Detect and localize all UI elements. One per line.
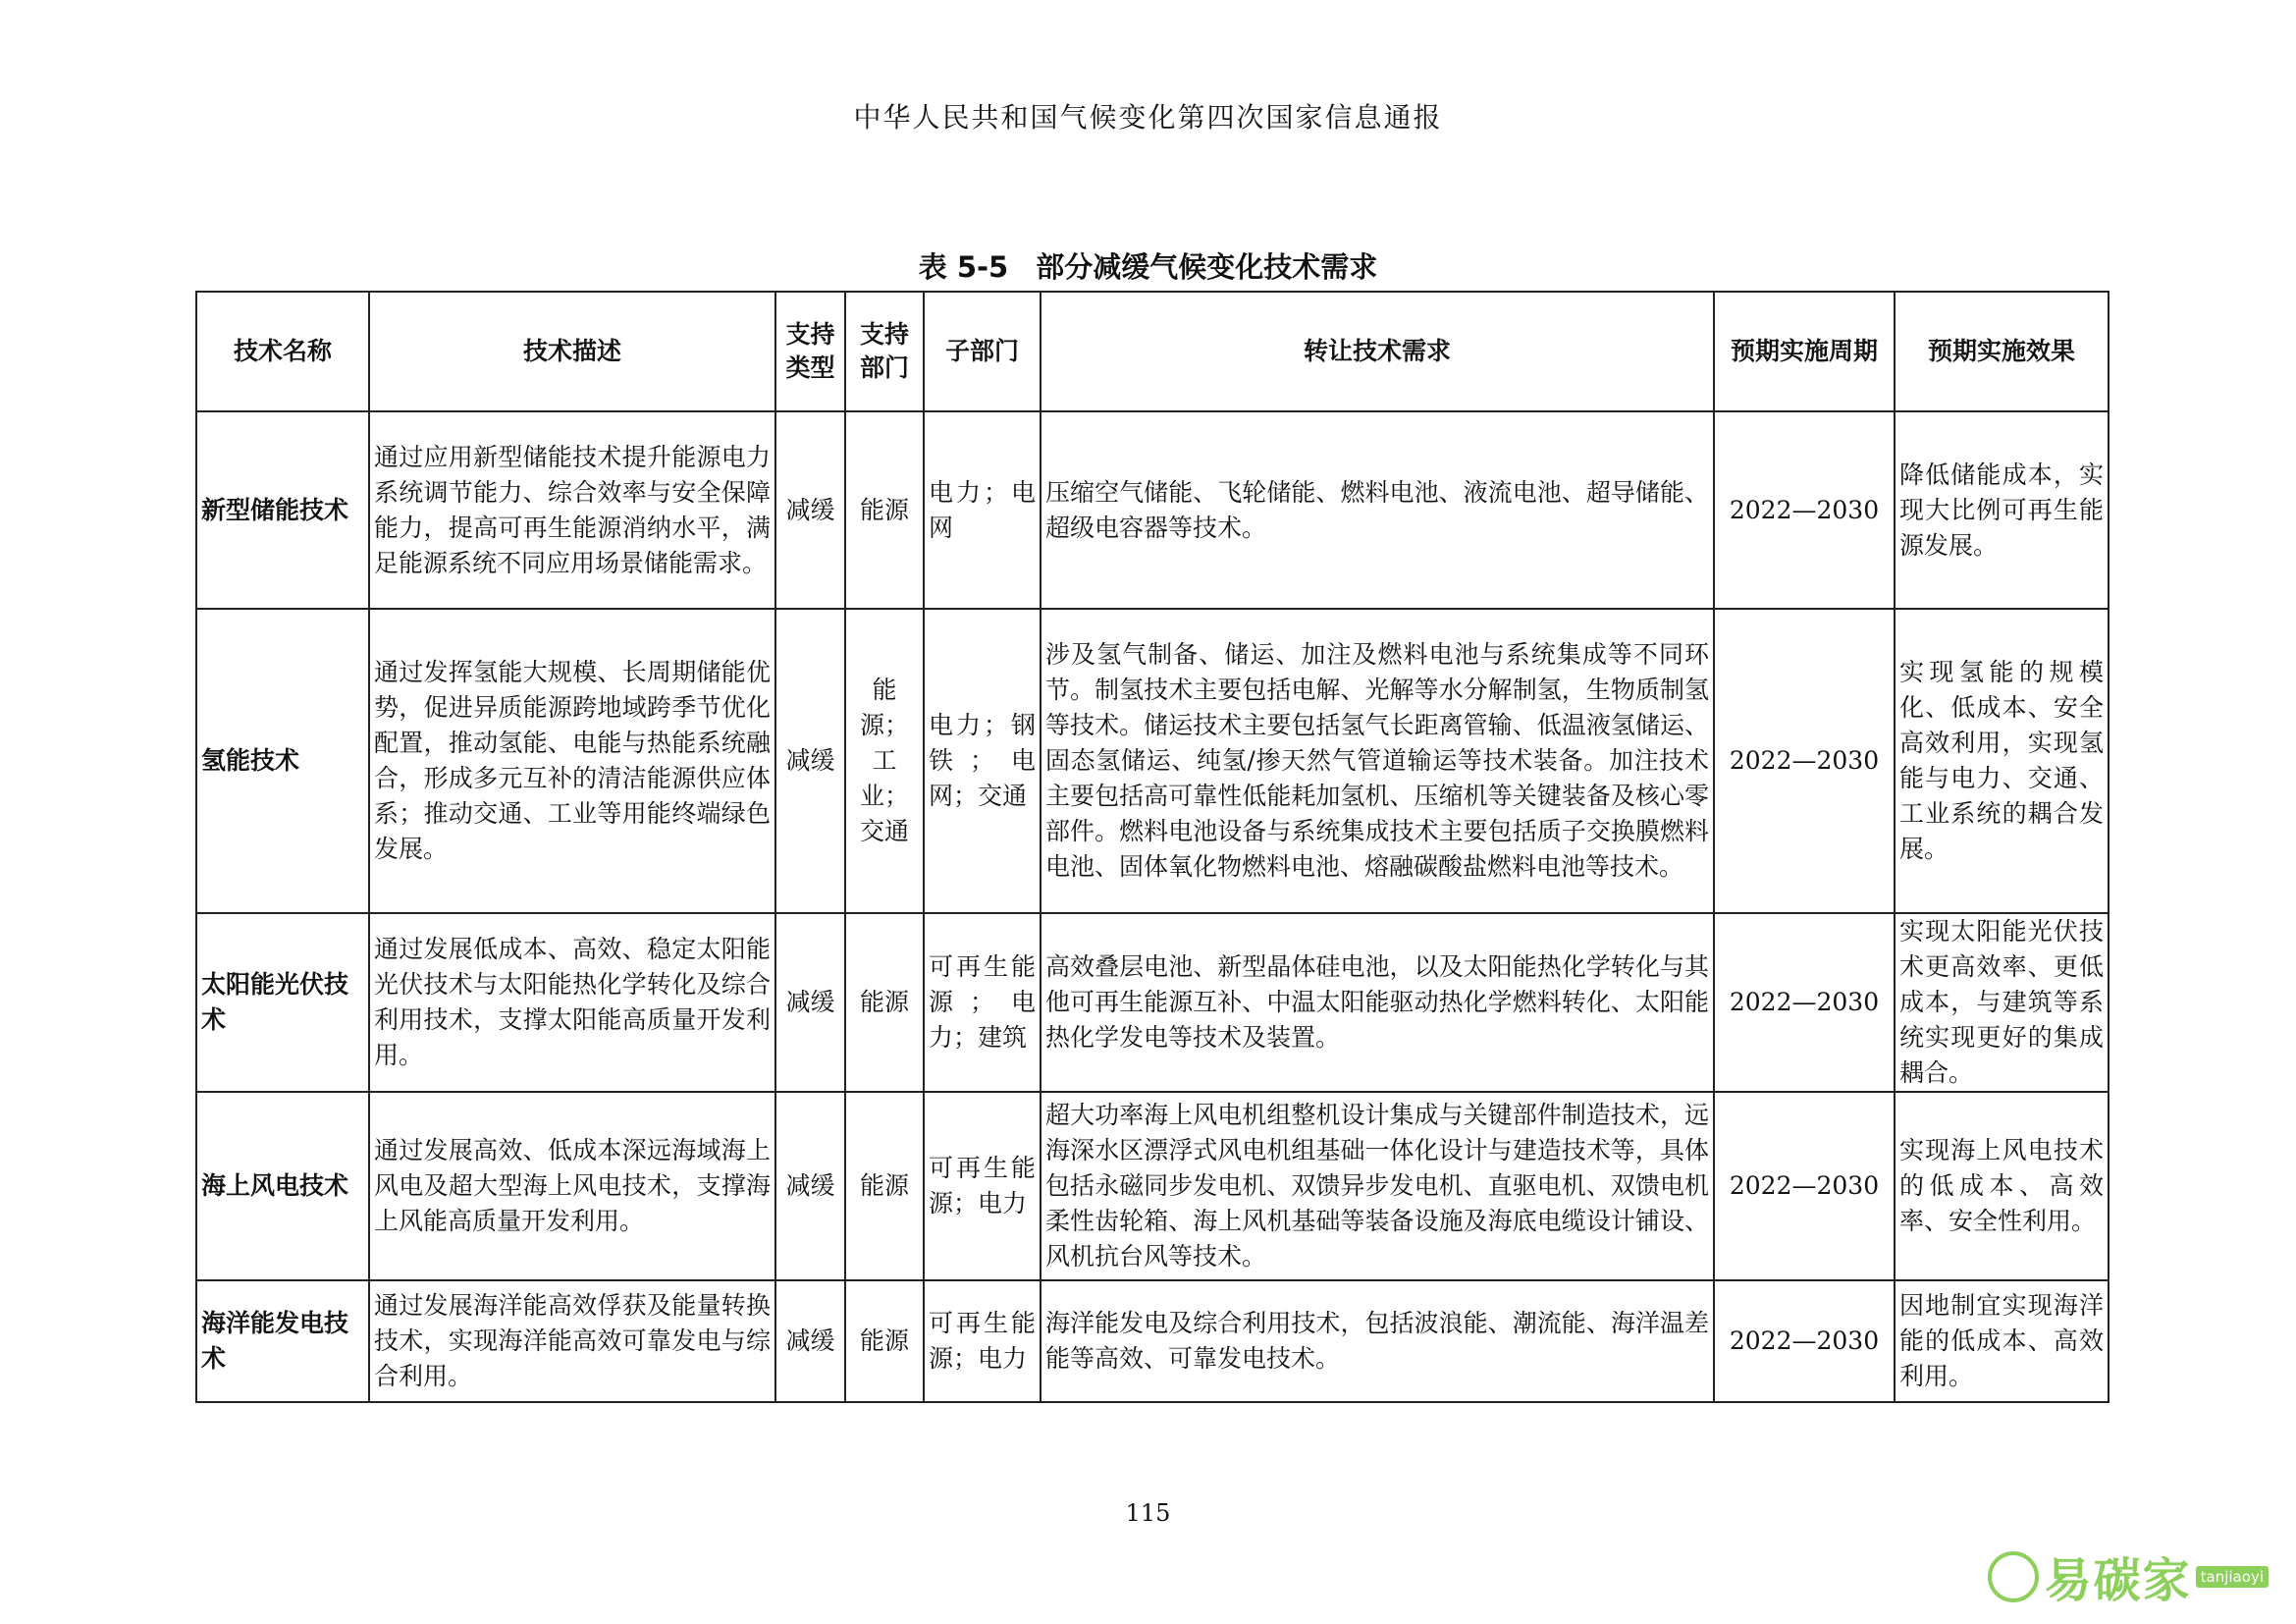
column-header-support-sector: 支持部门 [845, 292, 924, 411]
column-header-transfer-need: 转让技术需求 [1041, 292, 1714, 411]
cell-period: 2022—2030 [1714, 913, 1895, 1092]
cell-effect: 实现太阳能光伏技术更高效率、更低成本，与建筑等系统实现更好的集成耦合。 [1895, 913, 2109, 1092]
table-header-row [196, 292, 2109, 411]
watermark-logo-icon [1988, 1551, 2039, 1602]
cell-description: 通过发展高效、低成本深远海域海上风电及超大型海上风电技术，支撑海上风能高质量开发利用。 [369, 1092, 775, 1280]
cell-transfer-need: 海洋能发电及综合利用技术，包括波浪能、潮流能、海洋温差能等高效、可靠发电技术。 [1041, 1280, 1714, 1402]
running-header: 中华人民共和国气候变化第四次国家信息通报 [853, 101, 1443, 134]
table-row [196, 1280, 2109, 1402]
cell-name: 海上风电技术 [196, 1092, 369, 1280]
cell-subsector: 可再生能源；电力 [924, 1280, 1041, 1402]
watermark [1988, 1543, 2269, 1610]
table-row [196, 913, 2109, 1092]
cell-effect: 实现海上风电技术的低成本、高效率、安全性利用。 [1895, 1092, 2109, 1280]
cell-period: 2022—2030 [1714, 1280, 1895, 1402]
cell-support-type: 减缓 [775, 609, 845, 913]
page-number: 115 [1125, 1499, 1171, 1527]
cell-effect: 因地制宜实现海洋能的低成本、高效利用。 [1895, 1280, 2109, 1402]
watermark-domain: tanjiaoyi [2196, 1566, 2269, 1588]
cell-name: 太阳能光伏技术 [196, 913, 369, 1092]
cell-subsector: 可再生能源；电力；建筑 [924, 913, 1041, 1092]
cell-transfer-need: 压缩空气储能、飞轮储能、燃料电池、液流电池、超导储能、超级电容器等技术。 [1041, 411, 1714, 609]
cell-transfer-need: 超大功率海上风电机组整机设计集成与关键部件制造技术，远海深水区漂浮式风电机组基础一体化设计与建造技术等，具体包括永磁同步发电机、双馈异步发电机、直驱电机、双馈电机柔性齿轮箱、海上风机基础等装备设施及海底电缆设计铺设、风机抗台风等技术。 [1041, 1092, 1714, 1280]
technology-needs-table [195, 291, 2109, 1403]
cell-period: 2022—2030 [1714, 609, 1895, 913]
cell-transfer-need: 涉及氢气制备、储运、加注及燃料电池与系统集成等不同环节。制氢技术主要包括电解、光解等水分解制氢，生物质制氢等技术。储运技术主要包括氢气长距离管输、低温液氢储运、固态氢储运、纯氢/掺天然气管道输运等技术装备。加注技术主要包括高可靠性低能耗加氢机、压缩机等关键装备及核心零部件。燃料电池设备与系统集成技术主要包括质子交换膜燃料电池、固体氧化物燃料电池、熔融碳酸盐燃料电池等技术。 [1041, 609, 1714, 913]
column-header-subsector: 子部门 [924, 292, 1041, 411]
table-title: 部分减缓气候变化技术需求 [1036, 250, 1378, 284]
cell-description: 通过发展低成本、高效、稳定太阳能光伏技术与太阳能热化学转化及综合利用技术，支撑太阳能高质量开发利用。 [369, 913, 775, 1092]
cell-support-sector: 能源 [845, 411, 924, 609]
column-header-support-type: 支持类型 [775, 292, 845, 411]
table-caption [0, 245, 2296, 286]
cell-transfer-need: 高效叠层电池、新型晶体硅电池，以及太阳能热化学转化与其他可再生能源互补、中温太阳能驱动热化学燃料转化、太阳能热化学发电等技术及装置。 [1041, 913, 1714, 1092]
column-header-description: 技术描述 [369, 292, 775, 411]
table-number: 表 5-5 [918, 250, 1009, 284]
cell-name: 新型储能技术 [196, 411, 369, 609]
cell-subsector: 电力；钢铁；电网；交通 [924, 609, 1041, 913]
cell-support-sector: 能源 [845, 913, 924, 1092]
watermark-brand: 易碳家 [2044, 1553, 2192, 1608]
cell-support-type: 减缓 [775, 1280, 845, 1402]
cell-name: 氢能技术 [196, 609, 369, 913]
cell-subsector: 可再生能源；电力 [924, 1092, 1041, 1280]
cell-period: 2022—2030 [1714, 1092, 1895, 1280]
cell-support-sector: 能源；工业；交通 [845, 609, 924, 913]
cell-name: 海洋能发电技术 [196, 1280, 369, 1402]
cell-description: 通过发展海洋能高效俘获及能量转换技术，实现海洋能高效可靠发电与综合利用。 [369, 1280, 775, 1402]
cell-support-type: 减缓 [775, 411, 845, 609]
cell-effect: 降低储能成本，实现大比例可再生能源发展。 [1895, 411, 2109, 609]
table-row [196, 411, 2109, 609]
column-header-name: 技术名称 [196, 292, 369, 411]
cell-support-sector: 能源 [845, 1092, 924, 1280]
cell-description: 通过应用新型储能技术提升能源电力系统调节能力、综合效率与安全保障能力，提高可再生能源消纳水平，满足能源系统不同应用场景储能需求。 [369, 411, 775, 609]
table-row [196, 1092, 2109, 1280]
column-header-effect: 预期实施效果 [1895, 292, 2109, 411]
column-header-period: 预期实施周期 [1714, 292, 1895, 411]
cell-effect: 实现氢能的规模化、低成本、安全高效利用，实现氢能与电力、交通、工业系统的耦合发展。 [1895, 609, 2109, 913]
cell-description: 通过发挥氢能大规模、长周期储能优势，促进异质能源跨地域跨季节优化配置，推动氢能、电能与热能系统融合，形成多元互补的清洁能源供应体系；推动交通、工业等用能终端绿色发展。 [369, 609, 775, 913]
table-row [196, 609, 2109, 913]
cell-subsector: 电力；电网 [924, 411, 1041, 609]
cell-support-sector: 能源 [845, 1280, 924, 1402]
cell-support-type: 减缓 [775, 913, 845, 1092]
cell-support-type: 减缓 [775, 1092, 845, 1280]
cell-period: 2022—2030 [1714, 411, 1895, 609]
